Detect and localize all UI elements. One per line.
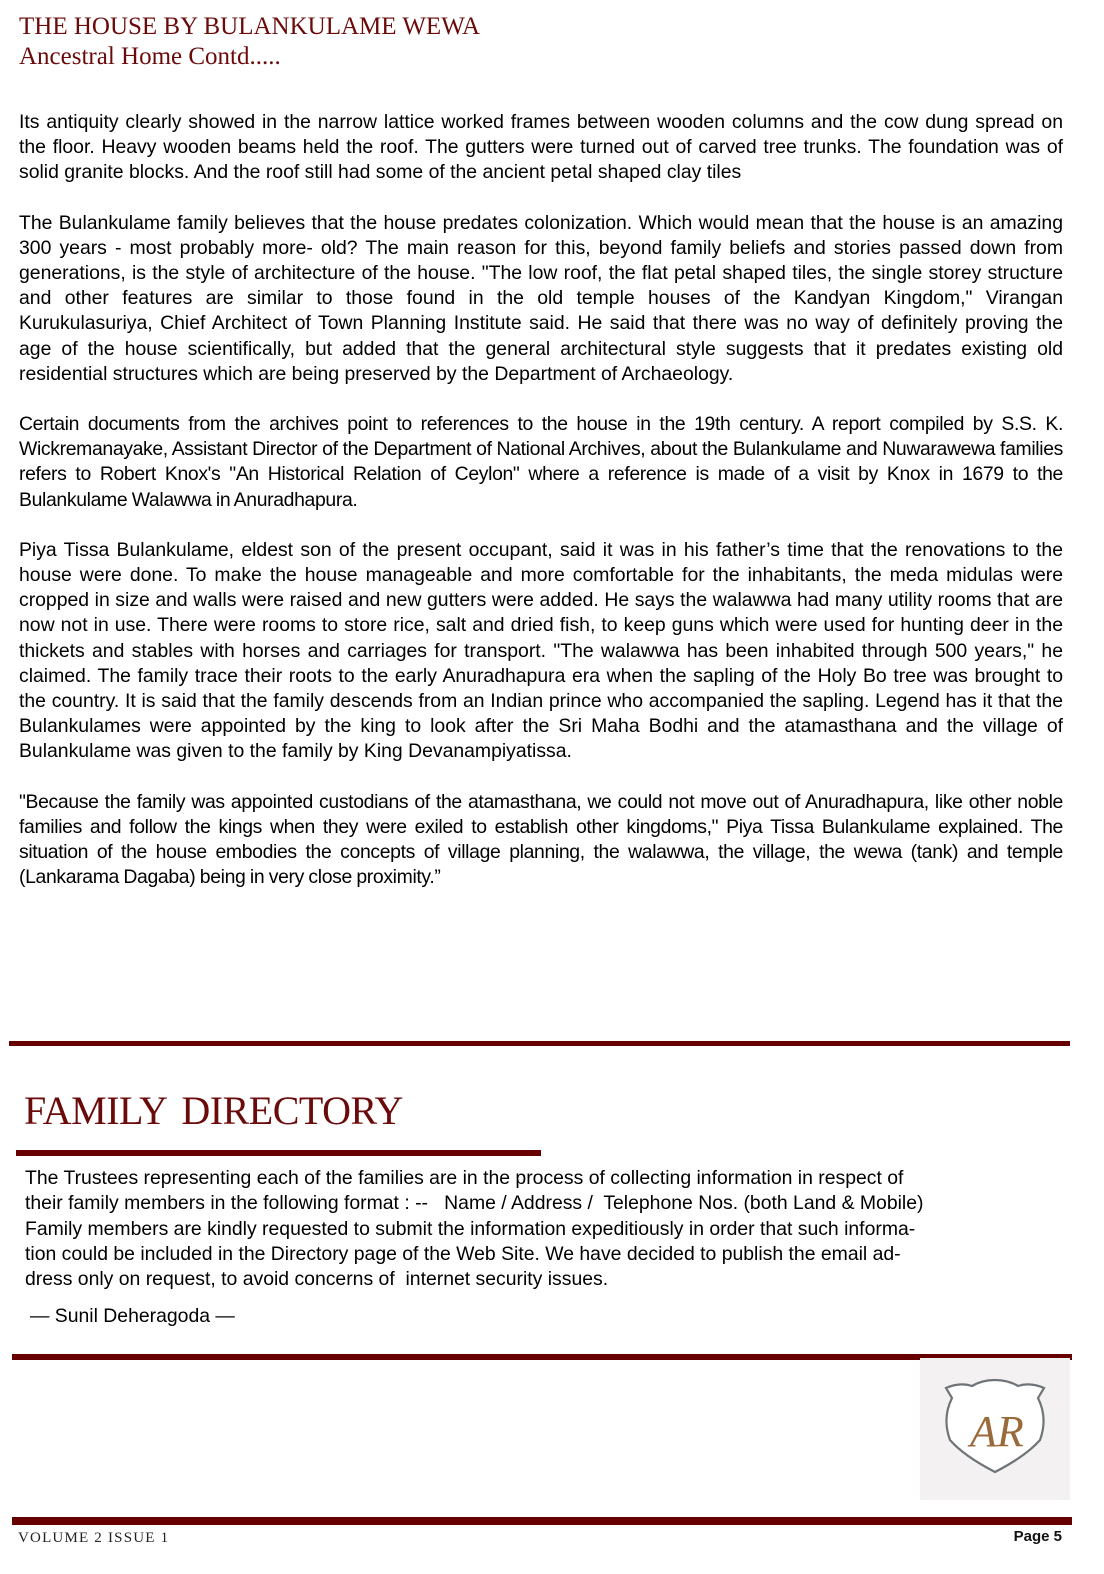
article-body [19, 110, 1063, 915]
section-divider [9, 1041, 1070, 1046]
section-divider [12, 1354, 1072, 1360]
family-directory-heading: FAMILY DIRECTORY [24, 1088, 403, 1133]
directory-line: Family members are kindly requested to submit the information expeditiously in order that such informa- [25, 1217, 916, 1240]
directory-line: The Trustees representing each of the families are in the process of collecting information in respect of [25, 1167, 904, 1189]
directory-line: tion could be included in the Directory page of the Web Site. We have decided to publish the email ad- [25, 1242, 901, 1265]
article-paragraph: "Because the family was appointed custodians of the atamasthana, we could not move out of Anuradhapura, like other noble families and follow the kings when they were exiled to establish other kingdoms," Piya Tissa Bulankulame explained. The situation of the house embodies the concepts of village planning, the walawwa, the village, the wewa (tank) and temple (Lankarama Dagaba) being in very close proximity.” [19, 790, 1063, 889]
article-title: THE HOUSE BY BULANKULAME WEWA [19, 13, 481, 40]
article-paragraph: Its antiquity clearly showed in the narrow lattice worked frames between wooden columns and the cow dung spread on the floor. Heavy wooden beams held the roof. The gutters were turned out of carved tree trunks. The foundation was of solid granite blocks. And the roof still had some of the ancient petal shaped clay tiles [19, 111, 1063, 184]
volume-issue: VOLUME 2 ISSUE 1 [18, 1530, 170, 1546]
article-header [19, 12, 480, 72]
page-number: Page 5 [1013, 1528, 1062, 1545]
shield-monogram-icon [920, 1358, 1070, 1500]
article-paragraph: Piya Tissa Bulankulame, eldest son of the present occupant, said it was in his father’s time that the renovations to the house were done. To make the house manageable and more comfortable for the inhabitants, the meda midulas were cropped in size and walls were raised and new gutters were added. He says the walawwa had many utility rooms that are now not in use. There were rooms to store rice, salt and dried fish, to keep guns which were used for hunting deer in the thickets and stables with horses and carriages for transport. "The walawwa has been inhabited through 500 years," he claimed. The family trace their roots to the early Anuradhapura era when the sapling of the Holy Bo tree was brought to the country. It is said that the family descends from an Indian prince who accompanied the sapling. Legend has it that the Bulankulames were appointed by the king to look after the Sri Maha Bodhi and the atamasthana and the village of Bulankulame was given to the family by King Devanampiyatissa. [19, 538, 1063, 763]
author-signature: — Sunil Deheragoda — [30, 1305, 235, 1327]
article-paragraph: The Bulankulame family believes that the house predates colonization. Which would mean that the house is an amazing 300 years - most probably more- old? The main reason for this, beyond family beliefs and stories passed down from generations, is the style of architecture of the house. "The low roof, the flat petal shaped tiles, the single storey structure and other features are similar to those found in the old temple houses of the Kandyan Kingdom," Virangan Kurukulasuriya, Chief Architect of Town Planning Institute said. He said that there was no way of definitely proving the age of the house scientifically, but added that the general architectural style suggests that it predates existing old residential structures which are being preserved by the Department of Archaeology. [19, 211, 1063, 385]
article-paragraph: Certain documents from the archives point to references to the house in the 19th century. A report compiled by S.S. K. Wickremanayake, Assistant Director of the Department of National Archives, about the Bulankulame and Nuwarawewa families refers to Robert Knox's "An Historical Relation of Ceylon" where a reference is made of a visit by Knox in 1679 to the Bulankulame Walawwa in Anuradhapura. [19, 413, 1063, 511]
family-directory-body [25, 1166, 1025, 1292]
article-subtitle: Ancestral Home Contd..... [19, 43, 281, 70]
directory-line: dress only on request, to avoid concerns of internet security issues. [25, 1268, 609, 1291]
logo [920, 1358, 1070, 1500]
heading-underline [16, 1150, 541, 1156]
svg-text:AR: AR [970, 1407, 1024, 1456]
directory-line: their family members in the following format : -- Name / Address / Telephone Nos. (both Land & Mobile) [25, 1192, 924, 1215]
footer-rule [12, 1517, 1072, 1525]
